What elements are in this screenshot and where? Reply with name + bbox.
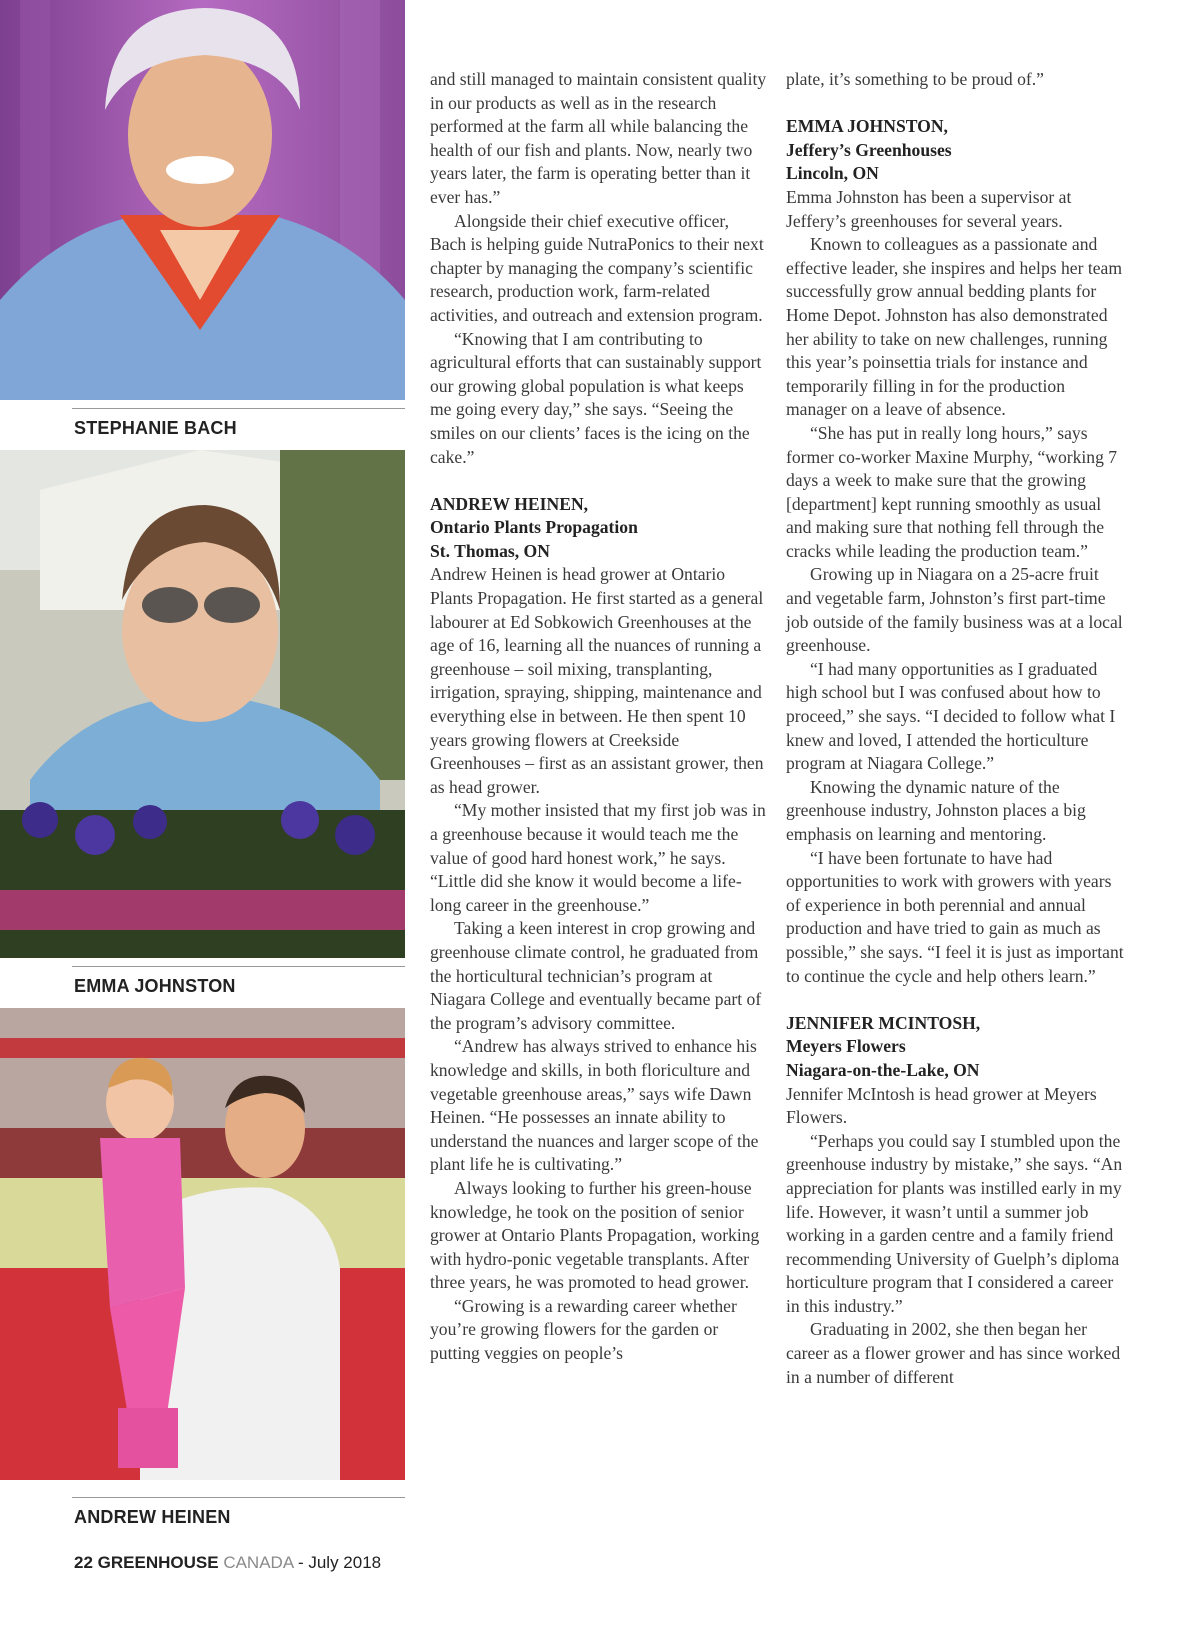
paragraph: Alongside their chief executive officer, Bach is helping guide NutraPonics to their next chapter by managing the company’s scientific research, production work, farm-related activities, and outreach and extension program. [430,210,764,325]
paragraph: Always looking to further his green-house knowledge, he took on the position of senior grower at Ontario Plants Propagation, working with hydro-ponic vegetable transplants. After three years, he was promoted to head grower. [430,1177,760,1293]
photo-caption-emma-johnston: EMMA JOHNSTON [74,976,236,996]
paragraph: “Perhaps you could say I stumbled upon the greenhouse industry by mistake,” she says. “An appreciation for plants was instilled early in my life. However, it wasn’t until a summer job working in a garden centre and a family friend recommending University of Guelph’s diploma horticulture program that I considered a career in this industry.” [786,1130,1123,1316]
paragraph: “I have been fortunate to have had opportunities to work with growers with years of experience in both perennial and annual production and have tried to gain as much as possible,” she says. “I feel it is just as important to continue the cycle and help others learn.” [786,847,1124,986]
stephanie-bach-photo [0,0,405,400]
profile-location: Niagara-on-the-Lake, ON [786,1059,980,1080]
paragraph: Andrew Heinen is head grower at Ontario Plants Propagation. He first started as a general labourer at Ed Sobkowich Greenhouses at the age of 16, learning all the nuances of running a greenhouse – soil mixing, transplanting, irrigation, spraying, shipping, maintenance and everything else in between. He then spent 10 years growing flowers at Creekside Greenhouses – first as an assistant grower, then as head grower. [430,564,764,797]
paragraph: “My mother insisted that my first job was in a greenhouse because it would teach me the value of good hard honest work,” he says. “Little did she know it would become a life-long career in the greenhouse.” [430,800,766,915]
issue-date: - July 2018 [297,1553,382,1572]
paragraph: “Growing is a rewarding career whether you’re growing flowers for the garden or putting veggies on people’s [430,1295,737,1364]
profile-heading-andrew-heinen [430,493,768,564]
article-column-1 [430,68,768,1366]
magazine-region: CANADA [223,1553,294,1572]
paragraph: Growing up in Niagara on a 25-acre fruit and vegetable farm, Johnston’s first part-time job outside of the family business was at a local greenhouse. [786,564,1123,656]
paragraph: Jennifer McIntosh is head grower at Meyers Flowers. [786,1083,1097,1128]
paragraph: and still managed to maintain consistent quality in our products as well as in the research performed at the farm all while balancing the health of our fish and plants. Now, nearly two years later, the farm is operating better than it ever has.” [430,69,767,207]
paragraph: “Knowing that I am contributing to agricultural efforts that can sustainably support our growing global population is what keeps me going every day,” she says. “Seeing the smiles on our clients’ faces is the icing on the cake.” [430,328,762,467]
profile-name: ANDREW HEINEN, [430,493,589,514]
article-column-2 [786,68,1124,1389]
paragraph: Graduating in 2002, she then began her career as a flower grower and has since worked in a number of different [786,1319,1121,1387]
caption-rule [72,408,405,409]
profile-location: Lincoln, ON [786,163,879,184]
paragraph: Emma Johnston has been a supervisor at Jeffery’s greenhouses for several years. [786,186,1072,231]
photo-caption-andrew-heinen: ANDREW HEINEN [74,1507,231,1527]
paragraph: “Andrew has always strived to enhance his knowledge and skills, in both floriculture and vegetable greenhouse areas,” says wife Dawn Heinen. “He possesses an innate ability to understand the nuances and larger scope of the plant life he is cultivating.” [430,1036,759,1175]
emma-johnston-photo [0,450,405,958]
photo-caption-stephanie-bach: STEPHANIE BACH [74,418,237,438]
profile-location: St. Thomas, ON [430,540,550,561]
paragraph: Known to colleagues as a passionate and effective leader, she inspires and helps her team successfully grow annual bedding plants for Home Depot. Johnston has also demonstrated her ability to take on new challenges, running this year’s poinsettia trials for instance and temporarily filling in for the production manager on a leave of absence. [786,234,1123,420]
profile-company: Meyers Flowers [786,1036,906,1057]
paragraph: “I had many opportunities as I graduated high school but I was confused about how to proceed,” she says. “I decided to follow what I knew and loved, I attended the horticulture program at Niagara College.” [786,658,1116,774]
profile-name: EMMA JOHNSTON, [786,116,948,137]
paragraph: Taking a keen interest in crop growing and greenhouse climate control, he graduated from the horticultural technician’s program at Niagara College and eventually became part of the program’s advisory committee. [430,918,762,1033]
profile-company: Ontario Plants Propagation [430,517,638,538]
profile-heading-emma-johnston [786,115,1124,186]
andrew-heinen-photo [0,1008,405,1480]
caption-rule [72,1497,405,1498]
profile-heading-jennifer-mcintosh [786,1012,1124,1083]
paragraph: plate, it’s something to be proud of.” [786,69,1044,89]
profile-name: JENNIFER MCINTOSH, [786,1012,981,1033]
page-footer [74,1553,381,1573]
paragraph: Knowing the dynamic nature of the greenhouse industry, Johnston places a big emphasis on learning and mentoring. [786,776,1086,844]
profile-company: Jeffery’s Greenhouses [786,139,952,160]
magazine-name: GREENHOUSE [97,1553,219,1572]
caption-rule [72,966,405,967]
paragraph: “She has put in really long hours,” says former co-worker Maxine Murphy, “working 7 days a week to make sure that the growing [department] kept running smoothly as usual and making sure that nothing fell through the cracks while leading the production team.” [786,422,1118,561]
page-number: 22 [74,1553,93,1572]
